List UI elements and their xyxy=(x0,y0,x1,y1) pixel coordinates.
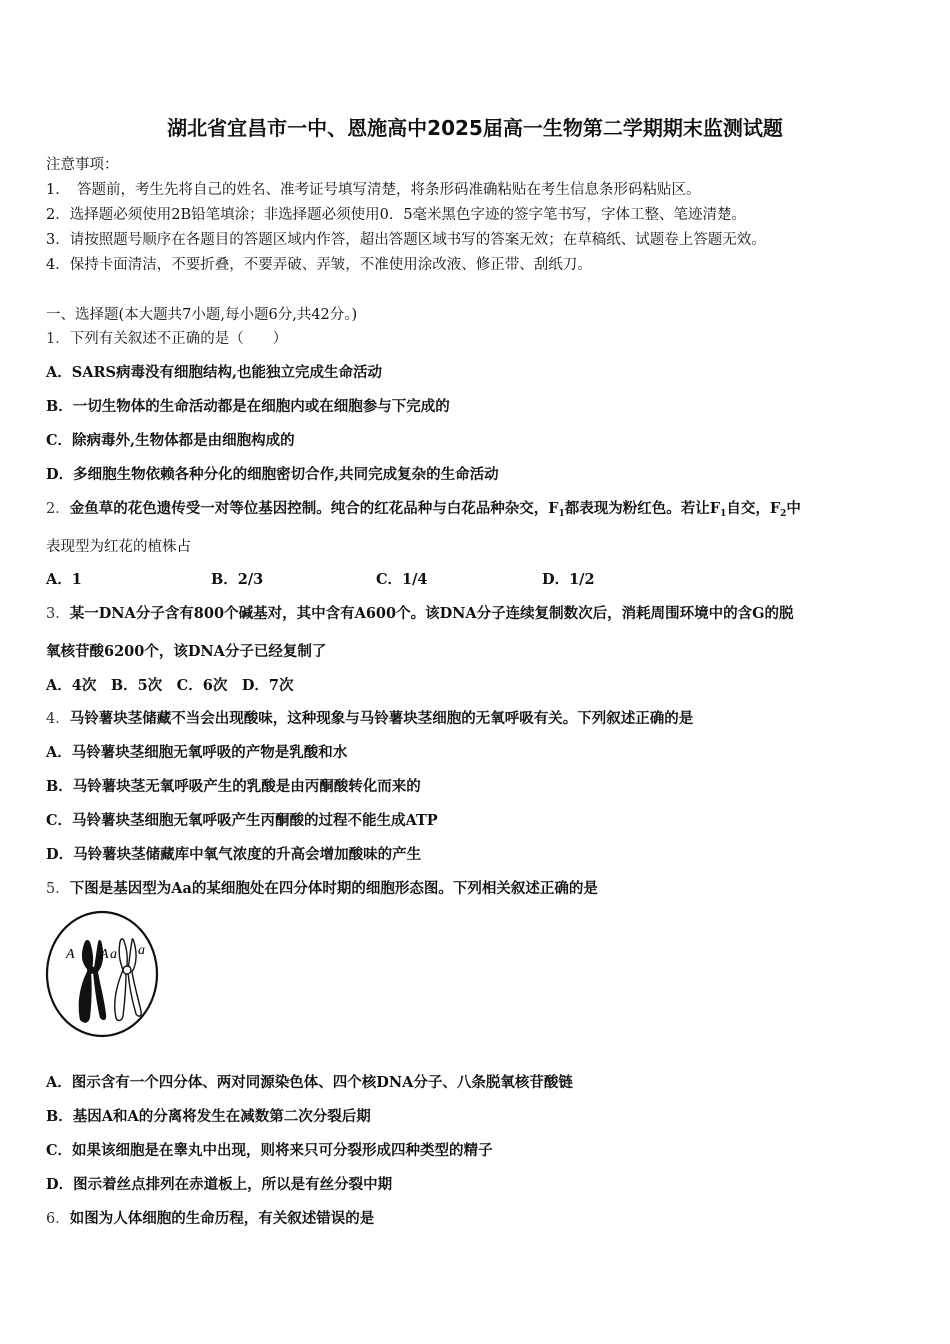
option-text: 1/2 xyxy=(569,571,595,588)
option-c xyxy=(46,429,295,450)
option-label: D． xyxy=(46,466,74,483)
option-c xyxy=(46,809,438,830)
option-label: A． xyxy=(46,1074,72,1091)
question-number: 2． xyxy=(46,501,70,517)
option-text: 1/4 xyxy=(402,571,428,588)
option-label: C． xyxy=(46,812,73,829)
option-text: 如果该细胞是在睾丸中出现，则将来只可分裂形成四种类型的精子 xyxy=(72,1142,493,1159)
question-2 xyxy=(46,497,801,519)
notice-item: 4．保持卡面清洁，不要折叠，不要弄破、弄皱，不准使用涂改液、修正带、刮纸刀。 xyxy=(46,257,592,273)
option-d xyxy=(46,1173,392,1194)
gene-label: A xyxy=(66,947,75,962)
option-label: A． xyxy=(46,364,72,381)
question-text: 如图为人体细胞的生命历程，有关叙述错误的是 xyxy=(69,1210,375,1227)
option-text: 图示着丝点排列在赤道板上，所以是有丝分裂中期 xyxy=(73,1176,393,1193)
question-5 xyxy=(46,877,598,898)
option-text: 基因A和A的分离将发生在减数第二次分裂后期 xyxy=(72,1108,371,1125)
option-text: 多细胞生物依赖各种分化的细胞密切合作,共同完成复杂的生命活动 xyxy=(73,466,499,483)
gene-label: A xyxy=(100,947,109,962)
option-label: D． xyxy=(46,1176,74,1193)
option-label: B． xyxy=(46,1108,73,1125)
notice-heading: 注意事项： xyxy=(46,157,119,173)
notice-item: 2．选择题必须使用2B铅笔填涂；非选择题必须使用0．5毫米黑色字迹的签字笔书写，字体工整、笔迹清楚。 xyxy=(46,207,747,223)
dark-chromatid xyxy=(79,940,93,1023)
option-text: 马铃薯块茎无氧呼吸产生的乳酸是由丙酮酸转化而来的 xyxy=(72,778,421,795)
notice-item: 3．请按照题号顺序在各题目的答题区域内作答，超出答题区域书写的答案无效；在草稿纸、试题卷上答题无效。 xyxy=(46,232,766,248)
option-label: C． xyxy=(46,1142,73,1159)
option-b xyxy=(211,568,263,589)
option-text: 图示含有一个四分体、两对同源染色体、四个核DNA分子、八条脱氧核苷酸链 xyxy=(71,1074,573,1091)
notice-item: 1． 答题前，考生先将自己的姓名、准考证号填写清楚，将条形码准确粘贴在考生信息条形码粘贴区。 xyxy=(46,182,701,198)
option-d xyxy=(46,843,421,864)
option-text: 一切生物体的生命活动都是在细胞内或在细胞参与下完成的 xyxy=(72,398,450,415)
option-label: C． xyxy=(376,571,403,588)
subscript: 2 xyxy=(780,509,787,519)
option-text: 马铃薯块茎细胞无氧呼吸的产物是乳酸和水 xyxy=(71,744,348,761)
question-text: 下列有关叙述不正确的是（ ） xyxy=(69,331,288,347)
question-2-line2: 表现型为红花的植株占 xyxy=(46,539,191,555)
subscript: 1 xyxy=(558,509,565,519)
option-d xyxy=(542,568,595,589)
question-number: 5． xyxy=(46,881,70,897)
option-b xyxy=(46,395,450,416)
question-text: 中 xyxy=(786,500,801,517)
option-a xyxy=(46,361,382,382)
option-label: B． xyxy=(46,778,73,795)
option-text: 除病毒外,生物体都是由细胞构成的 xyxy=(72,432,295,449)
centromere xyxy=(87,966,95,974)
option-text: 2/3 xyxy=(237,571,264,588)
option-c xyxy=(46,1139,493,1160)
cell-figure xyxy=(44,908,162,1044)
option-label: D． xyxy=(542,571,570,588)
question-number: 4． xyxy=(46,711,70,727)
subscript: 1 xyxy=(720,509,727,519)
question-6 xyxy=(46,1207,374,1228)
option-label: B． xyxy=(46,398,73,415)
question-1 xyxy=(46,327,287,348)
question-3-line2: 氧核苷酸6200个，该DNA分子已经复制了 xyxy=(46,643,327,660)
option-label: D． xyxy=(46,846,74,863)
tetrad-cell-diagram xyxy=(44,908,162,1040)
option-b xyxy=(46,1105,371,1126)
gene-label: a xyxy=(110,947,117,962)
centromere xyxy=(123,966,131,974)
option-label: B． xyxy=(211,571,238,588)
question-number: 6． xyxy=(46,1211,70,1227)
question-text: 下图是基因型为Aa的某细胞处在四分体时期的细胞形态图。下列相关叙述正确的是 xyxy=(69,880,598,897)
option-text: 马铃薯块茎细胞无氧呼吸产生丙酮酸的过程不能生成ATP xyxy=(72,812,438,829)
option-a xyxy=(46,568,82,589)
question-text: 自交，F xyxy=(726,500,781,517)
option-a xyxy=(46,1071,573,1092)
page-title: 湖北省宜昌市一中、恩施高中2025届高一生物第二学期期末监测试题 xyxy=(167,116,783,140)
question-text: 某一DNA分子含有800个碱基对，其中含有A600个。该DNA分子连续复制数次后，消耗周围环境中的含G的脱 xyxy=(69,605,794,622)
option-d xyxy=(46,463,499,484)
section-heading: 一、选择题(本大题共7小题,每小题6分,共42分。) xyxy=(46,307,358,323)
option-text: 马铃薯块茎储藏库中氧气浓度的升高会增加酸味的产生 xyxy=(73,846,422,863)
option-c xyxy=(376,568,428,589)
question-text: 金鱼草的花色遗传受一对等位基因控制。纯合的红花品种与白花品种杂交，F xyxy=(69,500,559,517)
option-b xyxy=(46,775,421,796)
option-text: 1 xyxy=(71,571,82,588)
option-label: A． xyxy=(46,744,72,761)
option-label: A． xyxy=(46,571,72,588)
gene-label: a xyxy=(138,943,145,958)
question-text: 马铃薯块茎储藏不当会出现酸味，这种现象与马铃薯块茎细胞的无氧呼吸有关。下列叙述正确的是 xyxy=(69,710,694,727)
question-text: 都表现为粉红色。若让F xyxy=(564,500,721,517)
option-a xyxy=(46,741,347,762)
question-3-options: A．4次 B．5次 C．6次 D．7次 xyxy=(46,677,294,694)
option-text: SARS病毒没有细胞结构,也能独立完成生命活动 xyxy=(71,364,383,381)
question-4 xyxy=(46,707,693,728)
question-3 xyxy=(46,602,794,623)
question-number: 3． xyxy=(46,606,70,622)
option-label: C． xyxy=(46,432,73,449)
question-number: 1． xyxy=(46,331,70,347)
